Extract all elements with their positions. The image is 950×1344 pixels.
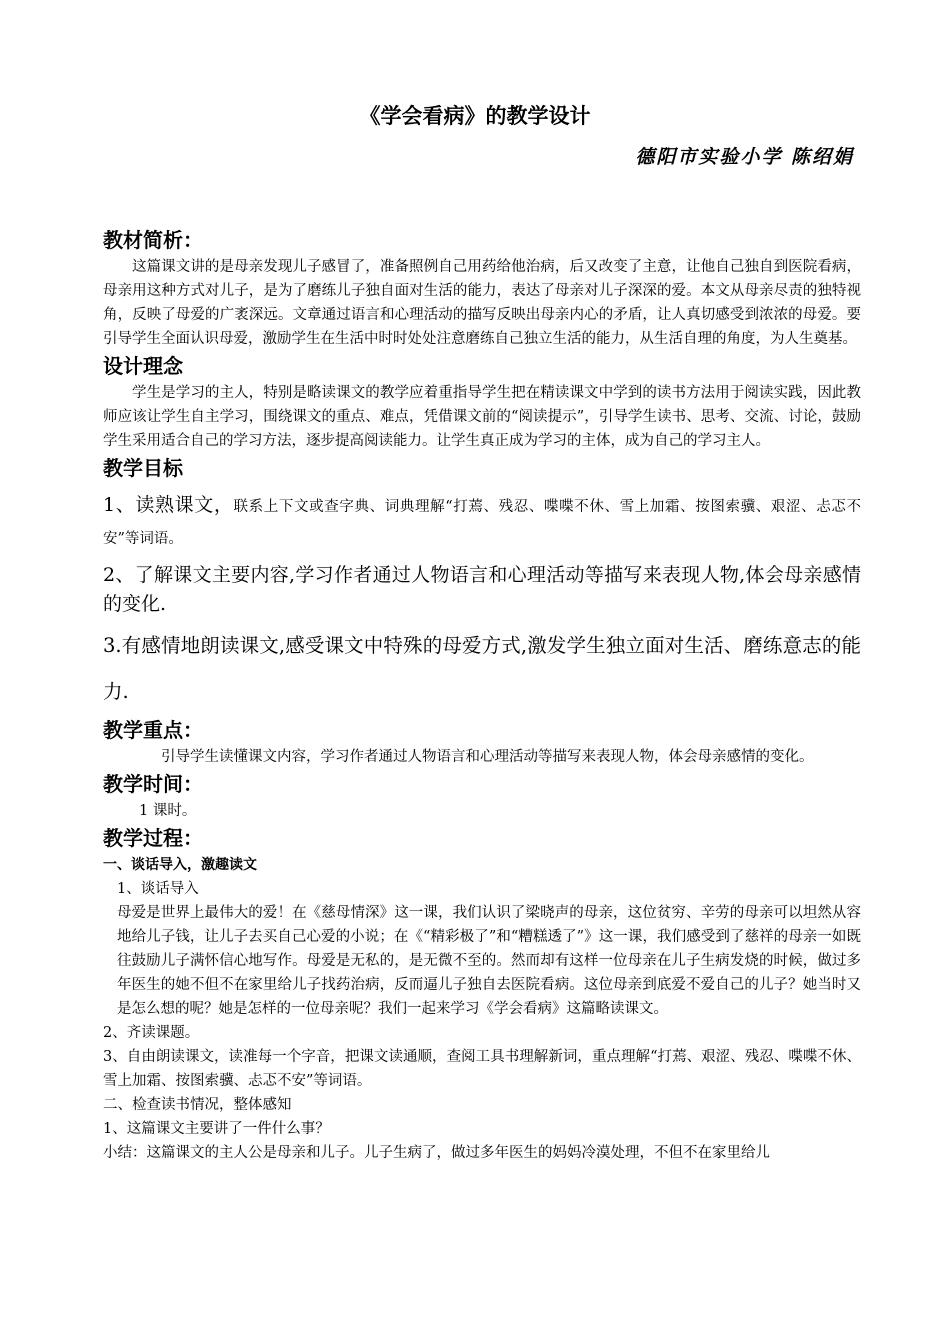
paragraph-time: 1 课时。 (139, 803, 197, 819)
paragraph-focus: 引导学生读懂课文内容，学习作者通过人物语言和心理活动等描写来表现人物，体会母亲感情的变化。 (161, 749, 814, 765)
heading-process: 教学过程： (103, 826, 203, 850)
document-body (103, 225, 861, 1165)
goal-1 (103, 489, 861, 555)
goal-1-rest: 联系上下文或查字典、词典理解“打蔫、残忍、喋喋不休、雪上加霜、按图索骥、艰涩、忐忑不安”等词语。 (103, 499, 861, 547)
author-line: 德阳市实验小学 陈绍娟 (635, 146, 854, 168)
process-question-1: 1、这篇课文主要讲了一件什么事？ (103, 1121, 330, 1137)
heading-concept: 设计理念 (103, 354, 183, 378)
heading-materials: 教材简析： (103, 228, 203, 252)
process-step-1-body: 母爱是世界上最伟大的爱！在《慈母情深》这一课，我们认识了梁晓声的母亲，这位贫穷、辛劳的母亲可以坦然从容地给儿子钱，让儿子去买自己心爱的小说；在《“精彩极了”和“糟糕透了”》这一课，我们感受到了慈祥的母亲一如既往鼓励儿子满怀信心地写作。母爱是无私的，是无微不至的。然而却有这样一位母亲在儿子生病发烧的时候，做过多年医生的她不但不在家里给儿子找药治病，反而逼儿子独自去医院看病。这位母亲到底爱不爱自己的儿子？她当时又是怎么想的呢？她是怎样的一位母亲呢？我们一起来学习《学会看病》这篇略读课文。 (117, 905, 861, 1017)
process-step-3: 3、自由朗读课文，读准每一个字音，把课文读通顺，查阅工具书理解新词，重点理解“打蔫、艰涩、残忍、喋喋不休、雪上加霜、按图索骥、忐忑不安”等词语。 (103, 1049, 861, 1089)
goal-1-lead: 1、读熟课文， (103, 494, 234, 516)
goal-2: 2、了解课文主要内容,学习作者通过人物语言和心理活动等描写来表现人物,体会母亲感情的变化. (103, 564, 861, 615)
heading-goals: 教学目标 (103, 456, 183, 480)
goal-3: 3.有感情地朗读课文,感受课文中特殊的母爱方式,激发学生独立面对生活、磨练意志的能力. (103, 634, 861, 703)
heading-time: 教学时间： (103, 772, 203, 796)
process-step-1: 1、谈话导入 (117, 881, 199, 897)
paragraph-concept: 学生是学习的主人，特别是略读课文的教学应着重指导学生把在精读课文中学到的读书方法用于阅读实践，因此教师应该让学生自主学习，围绕课文的重点、难点，凭借课文前的“阅读提示”，引导学生读书、思考、交流、讨论，鼓励学生采用适合自己的学习方法，逐步提高阅读能力。让学生真正成为学习的主体，成为自己的学习主人。 (103, 385, 861, 449)
paragraph-materials: 这篇课文讲的是母亲发现儿子感冒了，准备照例自己用药给他治病，后又改变了主意，让他自己独自到医院看病，母亲用这种方式对儿子，是为了磨练儿子独自面对生活的能力，表达了母亲对儿子深深的爱。本文从母亲尽责的独特视角，反映了母爱的广袤深远。文章通过语言和心理活动的描写反映出母亲内心的矛盾，让人真切感受到浓浓的母爱。要引导学生全面认识母爱，激励学生在生活中时时处处注意磨练自己独立生活的能力，从生活自理的角度，为人生奠基。 (103, 259, 861, 347)
document-title: 《学会看病》的教学设计 (359, 104, 591, 128)
process-step-2: 2、齐读课题。 (103, 1025, 200, 1041)
process-summary: 小结：这篇课文的主人公是母亲和儿子。儿子生病了，做过多年医生的妈妈冷漠处理，不但不在家里给儿 (103, 1145, 770, 1161)
heading-focus: 教学重点： (103, 718, 203, 742)
process-part-1-title: 一、谈话导入，激趣读文 (103, 857, 257, 873)
process-part-2-title: 二、检查读书情况，整体感知 (103, 1097, 292, 1113)
